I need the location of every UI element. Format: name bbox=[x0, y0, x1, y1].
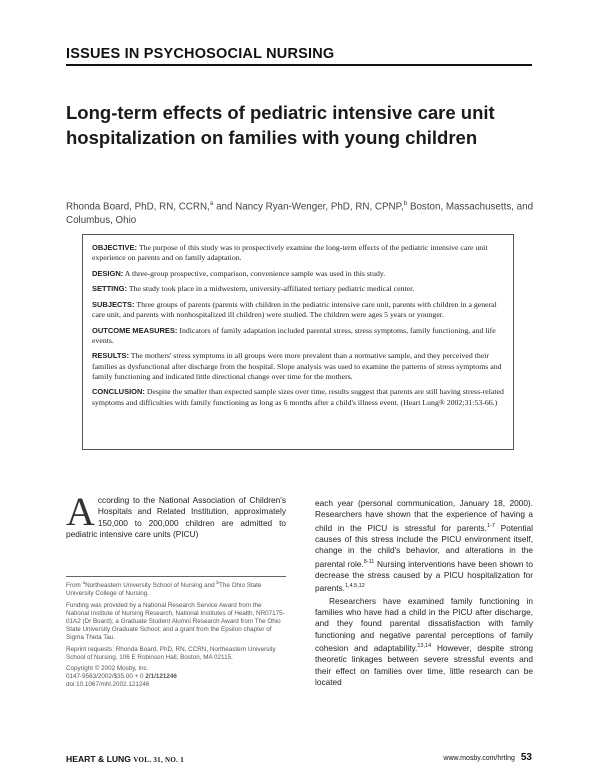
footnote-copyright: Copyright © 2002 Mosby, Inc. bbox=[66, 664, 149, 672]
abstract-box bbox=[82, 234, 514, 450]
footnote-affiliations: From $^a$Northeastern University School of Nursing and $^b$The Ohio State University College of Nursing. bbox=[66, 581, 262, 598]
page-number: 53 bbox=[520, 752, 532, 763]
footnote-doi: doi:10.1067/mhl.2002.121246 bbox=[66, 681, 150, 689]
footnote-funding: Funding was provided by a National Research Service Award from the National Institute of Nursing Research, National Institutes of Health, NR07175-01A2 (Dr Board); a Graduate Student Alumni Research Award from The Ohio State University Graduate School; and a grant from the Epsilon chapter of Sigma Theta Tau. bbox=[66, 601, 285, 642]
journal-name: HEART & LUNG bbox=[66, 754, 131, 764]
section-label: ISSUES IN PSYCHOSOCIAL NURSING bbox=[66, 46, 335, 62]
footnotes bbox=[66, 580, 286, 693]
body-paragraph-1-continued: each year (personal communication, January 18, 2000). Researchers have shown that the experience of having a child in the PICU is stressful for parents.$^{1-7}$ Potential causes of this stress include the PICU environment itself, change in the child's behavior, and alterations in the parental role.$^{8-11}$ Nursing interventions have been shown to decrease the stress caused by a PICU hospitalization for parents.$^{1,4,5,12}$ bbox=[315, 498, 534, 594]
footnote-rule bbox=[66, 576, 286, 577]
body-column-left bbox=[66, 489, 286, 541]
author-2-affiliation: b bbox=[403, 200, 408, 207]
abstract-subjects: SUBJECTS: Three groups of parents (parents with children in the pediatric intensive care unit, parents with children in a general care unit, and parents with nonhospitalized ill children) were studied. The children were ages 5 years or younger. bbox=[92, 299, 497, 320]
abstract-design: DESIGN: A three-group prospective, comparison, convenience sample was used in this study. bbox=[92, 268, 386, 278]
author-1-affiliation: a bbox=[209, 200, 214, 207]
abstract-results: RESULTS: The mothers' stress symptoms in all groups were more prevalent than a normative sample, and they perceived their families as dysfunctional after discharge from the hospital. Slope analysis was used to examine the patterns of stress symptoms and family functioning and indicated little directional change over time for the mothers. bbox=[92, 351, 502, 381]
journal-url: www.mosby.com/hrtlng bbox=[443, 755, 515, 762]
body-paragraph-1: ccording to the National Association of Children's Hospitals and Related Institution, approximately 150,000 to 200,000 children are admitted to pediatric intensive care units (PICU) bbox=[66, 495, 286, 540]
journal-volume: VOL. 31, NO. 1 bbox=[133, 756, 185, 764]
author-line bbox=[66, 197, 536, 228]
author-locations: Boston, Massachusetts, and Columbus, Ohio bbox=[66, 201, 534, 227]
abstract-conclusion: CONCLUSION: Despite the smaller than expected sample sizes over time, results suggest that parents are still having stress-related symptoms and difficulties with family functioning as long as 6 months after a child's illness event. (Heart Lung® 2002;31:53-66.) bbox=[92, 387, 504, 407]
body-column-right bbox=[315, 498, 533, 689]
abstract-outcome-measures: OUTCOME MEASURES: Indicators of family adaptation included parental stress, stress symptoms, family functioning, and life events. bbox=[92, 325, 496, 345]
body-paragraph-2: Researchers have examined family functioning in families who have had a child in the PICU after discharge, and they found parental dissatisfaction with family functioning and negative parental perceptions of family cohesion and adaptability.$^{13,14}$ However, despite strong theoretic linkages between severe stressful events and their effect on families over time, little research can be located bbox=[315, 595, 533, 688]
citation-ref: 13,14 bbox=[417, 643, 432, 650]
citation-ref: 1-7 bbox=[486, 522, 495, 529]
citation-ref: 8-11 bbox=[363, 558, 375, 565]
citation-ref: 1,4,5,12 bbox=[344, 583, 365, 590]
author-2: and Nancy Ryan-Wenger, PhD, RN, CPNP, bbox=[213, 201, 404, 213]
abstract-objective: OBJECTIVE: The purpose of this study was to prospectively examine the long-term effects of the pediatric intensive care unit experience on parents and on family adaptation. bbox=[92, 243, 488, 263]
footer-journal bbox=[66, 754, 184, 764]
section-header bbox=[66, 46, 532, 66]
abstract-setting: SETTING: The study took place in a midwestern, university-affiliated tertiary pediatric medical center. bbox=[92, 284, 415, 294]
author-1: Rhonda Board, PhD, RN, CCRN, bbox=[66, 201, 210, 213]
section-rule bbox=[66, 64, 532, 66]
footnote-issn: 0147-9563/2002/$35.00 + 0 2/1/121246 bbox=[66, 673, 177, 681]
article-title: Long-term effects of pediatric intensive care unit hospitalization on families with young children bbox=[66, 102, 495, 148]
footnote-reprints: Reprint requests: Rhonda Board, PhD, RN, CCRN, Northeastern University School of Nursing, 106 E Robinson Hall, Boston, MA 02115. bbox=[66, 645, 276, 661]
drop-cap: A bbox=[66, 489, 95, 534]
footer-page bbox=[443, 752, 532, 763]
